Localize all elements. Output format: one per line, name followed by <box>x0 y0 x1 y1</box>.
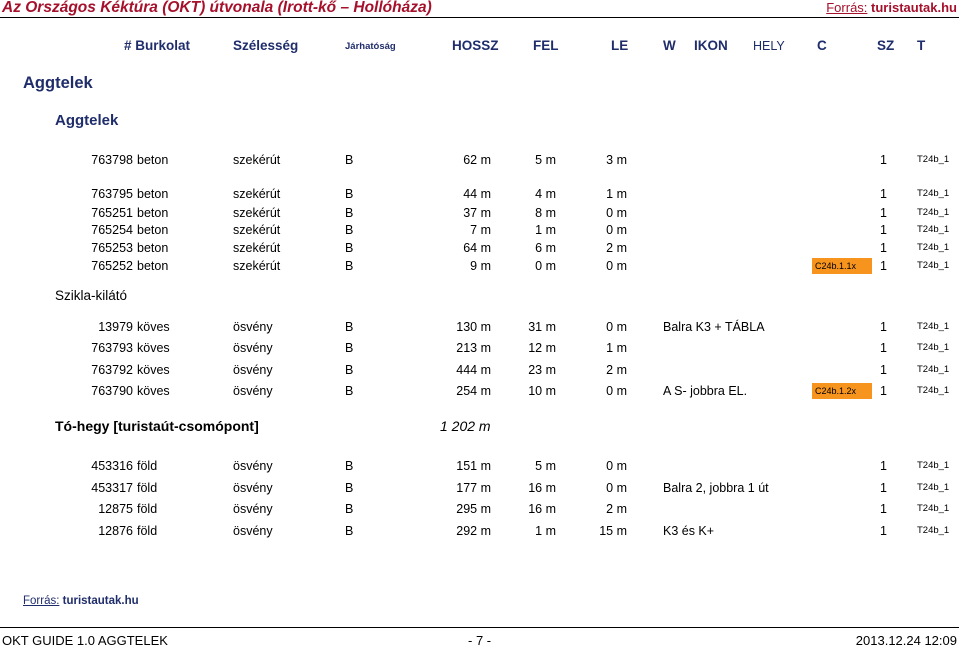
row-surface: föld <box>137 524 158 538</box>
row-surface: beton <box>137 206 169 220</box>
row-passability: B <box>345 459 354 473</box>
row-count: 1 <box>880 206 887 220</box>
row-ascent: 6 m <box>535 241 556 255</box>
row-count: 1 <box>880 153 887 167</box>
row-count: 1 <box>880 363 887 377</box>
row-count: 1 <box>880 241 887 255</box>
table-row <box>0 361 959 379</box>
row-id: 763793 <box>91 341 133 355</box>
table-row <box>0 457 959 475</box>
row-width: ösvény <box>233 481 273 495</box>
row-map-ref: T24b_1 <box>917 364 950 375</box>
row-length: 177 m <box>456 481 491 495</box>
row-descent: 1 m <box>606 341 627 355</box>
footer-divider <box>0 627 959 628</box>
row-width: ösvény <box>233 363 273 377</box>
section-to-hegy-distance: 1 202 m <box>440 418 491 434</box>
row-descent: 2 m <box>606 363 627 377</box>
row-id: 763795 <box>91 187 133 201</box>
table-row <box>0 339 959 357</box>
table-row <box>0 221 959 239</box>
row-code-badge: C24b.1.2x <box>812 383 872 399</box>
row-length: 62 m <box>463 153 491 167</box>
row-passability: B <box>345 524 354 538</box>
table-row <box>0 479 959 497</box>
row-map-ref: T24b_1 <box>917 188 950 199</box>
row-map-ref: T24b_1 <box>917 482 950 493</box>
source-bottom <box>23 595 139 607</box>
table-row <box>0 500 959 518</box>
table-row <box>0 257 959 275</box>
row-id: 453317 <box>91 481 133 495</box>
row-ascent: 16 m <box>528 481 556 495</box>
row-map-ref: T24b_1 <box>917 154 950 165</box>
row-passability: B <box>345 481 354 495</box>
row-descent: 0 m <box>606 481 627 495</box>
row-id: 12875 <box>98 502 133 516</box>
col-hely: HELY <box>753 39 785 53</box>
row-descent: 0 m <box>606 320 627 334</box>
row-map-ref: T24b_1 <box>917 207 950 218</box>
row-count: 1 <box>880 502 887 516</box>
table-row <box>0 522 959 540</box>
row-passability: B <box>345 259 354 273</box>
row-id: 763792 <box>91 363 133 377</box>
col-sz: SZ <box>877 38 895 53</box>
row-count: 1 <box>880 384 887 398</box>
source-bottom-value: turistautak.hu <box>62 595 139 607</box>
row-ascent: 16 m <box>528 502 556 516</box>
row-ascent: 1 m <box>535 223 556 237</box>
row-ascent: 0 m <box>535 259 556 273</box>
row-surface: beton <box>137 187 169 201</box>
row-descent: 3 m <box>606 153 627 167</box>
row-id: 765254 <box>91 223 133 237</box>
row-waypoint-note: K3 és K+ <box>663 524 715 538</box>
row-ascent: 4 m <box>535 187 556 201</box>
row-length: 213 m <box>456 341 491 355</box>
row-surface: föld <box>137 502 158 516</box>
footer-timestamp: 2013.12.24 12:09 <box>855 633 957 648</box>
row-width: szekérút <box>233 223 281 237</box>
row-descent: 0 m <box>606 223 627 237</box>
row-passability: B <box>345 502 354 516</box>
row-width: ösvény <box>233 502 273 516</box>
row-surface: köves <box>137 363 170 377</box>
row-length: 7 m <box>470 223 491 237</box>
document-title: Az Országos Kéktúra (OKT) útvonala (Írott-kő – Hollóháza) <box>2 0 432 16</box>
row-width: ösvény <box>233 320 273 334</box>
table-row <box>0 204 959 222</box>
row-ascent: 31 m <box>528 320 556 334</box>
row-descent: 0 m <box>606 206 627 220</box>
row-map-ref: T24b_1 <box>917 342 950 353</box>
row-length: 130 m <box>456 320 491 334</box>
section-aggtelek: Aggtelek <box>55 112 119 129</box>
col-szelesseg: Szélesség <box>233 38 299 53</box>
row-descent: 2 m <box>606 502 627 516</box>
row-passability: B <box>345 341 354 355</box>
row-count: 1 <box>880 187 887 201</box>
row-descent: 0 m <box>606 459 627 473</box>
col-fel: FEL <box>533 38 559 53</box>
col-burkolat: # Burkolat <box>124 38 191 53</box>
col-w: W <box>663 38 676 53</box>
row-descent: 0 m <box>606 259 627 273</box>
row-waypoint-note: A S- jobbra EL. <box>663 384 748 398</box>
row-length: 444 m <box>456 363 491 377</box>
row-length: 37 m <box>463 206 491 220</box>
row-surface: köves <box>137 384 170 398</box>
row-length: 44 m <box>463 187 491 201</box>
source-bottom-label[interactable]: Forrás: <box>23 595 60 607</box>
source-top-value: turistautak.hu <box>871 0 957 15</box>
section-to-hegy: Tó-hegy [turistaút-csomópont] <box>55 418 259 434</box>
row-map-ref: T24b_1 <box>917 503 950 514</box>
row-count: 1 <box>880 481 887 495</box>
row-id: 763798 <box>91 153 133 167</box>
col-jarhatosag: Járhatóság <box>345 41 396 52</box>
col-t: T <box>917 38 926 53</box>
row-length: 151 m <box>456 459 491 473</box>
row-map-ref: T24b_1 <box>917 385 950 396</box>
row-descent: 0 m <box>606 384 627 398</box>
row-passability: B <box>345 153 354 167</box>
row-id: 13979 <box>98 320 133 334</box>
row-surface: köves <box>137 320 170 334</box>
row-ascent: 8 m <box>535 206 556 220</box>
col-ikon: IKON <box>694 38 728 53</box>
row-width: szekérút <box>233 241 281 255</box>
row-id: 765253 <box>91 241 133 255</box>
table-row <box>0 318 959 336</box>
row-map-ref: T24b_1 <box>917 321 950 332</box>
row-descent: 15 m <box>599 524 627 538</box>
row-length: 64 m <box>463 241 491 255</box>
row-length: 295 m <box>456 502 491 516</box>
row-surface: beton <box>137 259 169 273</box>
row-passability: B <box>345 187 354 201</box>
row-ascent: 23 m <box>528 363 556 377</box>
row-count: 1 <box>880 259 887 273</box>
col-le: LE <box>611 38 629 53</box>
row-passability: B <box>345 206 354 220</box>
row-ascent: 5 m <box>535 153 556 167</box>
row-ascent: 1 m <box>535 524 556 538</box>
row-map-ref: T24b_1 <box>917 224 950 235</box>
row-length: 292 m <box>456 524 491 538</box>
table-row <box>0 239 959 257</box>
row-surface: beton <box>137 241 169 255</box>
row-code-badge: C24b.1.1x <box>812 258 872 274</box>
row-ascent: 5 m <box>535 459 556 473</box>
row-width: szekérút <box>233 187 281 201</box>
row-length: 254 m <box>456 384 491 398</box>
row-width: szekérút <box>233 259 281 273</box>
row-passability: B <box>345 223 354 237</box>
row-id: 763790 <box>91 384 133 398</box>
row-width: ösvény <box>233 384 273 398</box>
row-length: 9 m <box>470 259 491 273</box>
footer-page-number: - 7 - <box>468 633 492 648</box>
row-width: ösvény <box>233 524 273 538</box>
row-width: ösvény <box>233 341 273 355</box>
row-count: 1 <box>880 524 887 538</box>
row-id: 453316 <box>91 459 133 473</box>
row-width: szekérút <box>233 153 281 167</box>
table-row <box>0 185 959 203</box>
row-map-ref: T24b_1 <box>917 260 950 271</box>
col-c: C <box>817 38 827 53</box>
row-count: 1 <box>880 223 887 237</box>
row-waypoint-note: Balra K3 + TÁBLA <box>663 320 765 334</box>
row-id: 765251 <box>91 206 133 220</box>
row-surface: beton <box>137 223 169 237</box>
row-descent: 2 m <box>606 241 627 255</box>
row-ascent: 12 m <box>528 341 556 355</box>
row-surface: föld <box>137 459 158 473</box>
row-passability: B <box>345 241 354 255</box>
row-map-ref: T24b_1 <box>917 460 950 471</box>
row-count: 1 <box>880 459 887 473</box>
row-surface: köves <box>137 341 170 355</box>
row-passability: B <box>345 384 354 398</box>
row-passability: B <box>345 363 354 377</box>
row-id: 12876 <box>98 524 133 538</box>
row-waypoint-note: Balra 2, jobbra 1 út <box>663 481 769 495</box>
row-width: szekérút <box>233 206 281 220</box>
row-map-ref: T24b_1 <box>917 242 950 253</box>
row-ascent: 10 m <box>528 384 556 398</box>
footer-left: OKT GUIDE 1.0 AGGTELEK <box>2 633 168 648</box>
row-id: 765252 <box>91 259 133 273</box>
row-map-ref: T24b_1 <box>917 525 950 536</box>
row-passability: B <box>345 320 354 334</box>
row-count: 1 <box>880 320 887 334</box>
col-hossz: HOSSZ <box>452 38 499 53</box>
region-title: Aggtelek <box>23 74 93 92</box>
row-descent: 1 m <box>606 187 627 201</box>
row-surface: föld <box>137 481 158 495</box>
table-row <box>0 382 959 400</box>
row-count: 1 <box>880 341 887 355</box>
source-top <box>826 0 957 15</box>
row-width: ösvény <box>233 459 273 473</box>
source-top-label[interactable]: Forrás: <box>826 0 868 15</box>
table-row <box>0 151 959 169</box>
section-szikla-kilato: Szikla-kilátó <box>55 288 128 303</box>
row-surface: beton <box>137 153 169 167</box>
